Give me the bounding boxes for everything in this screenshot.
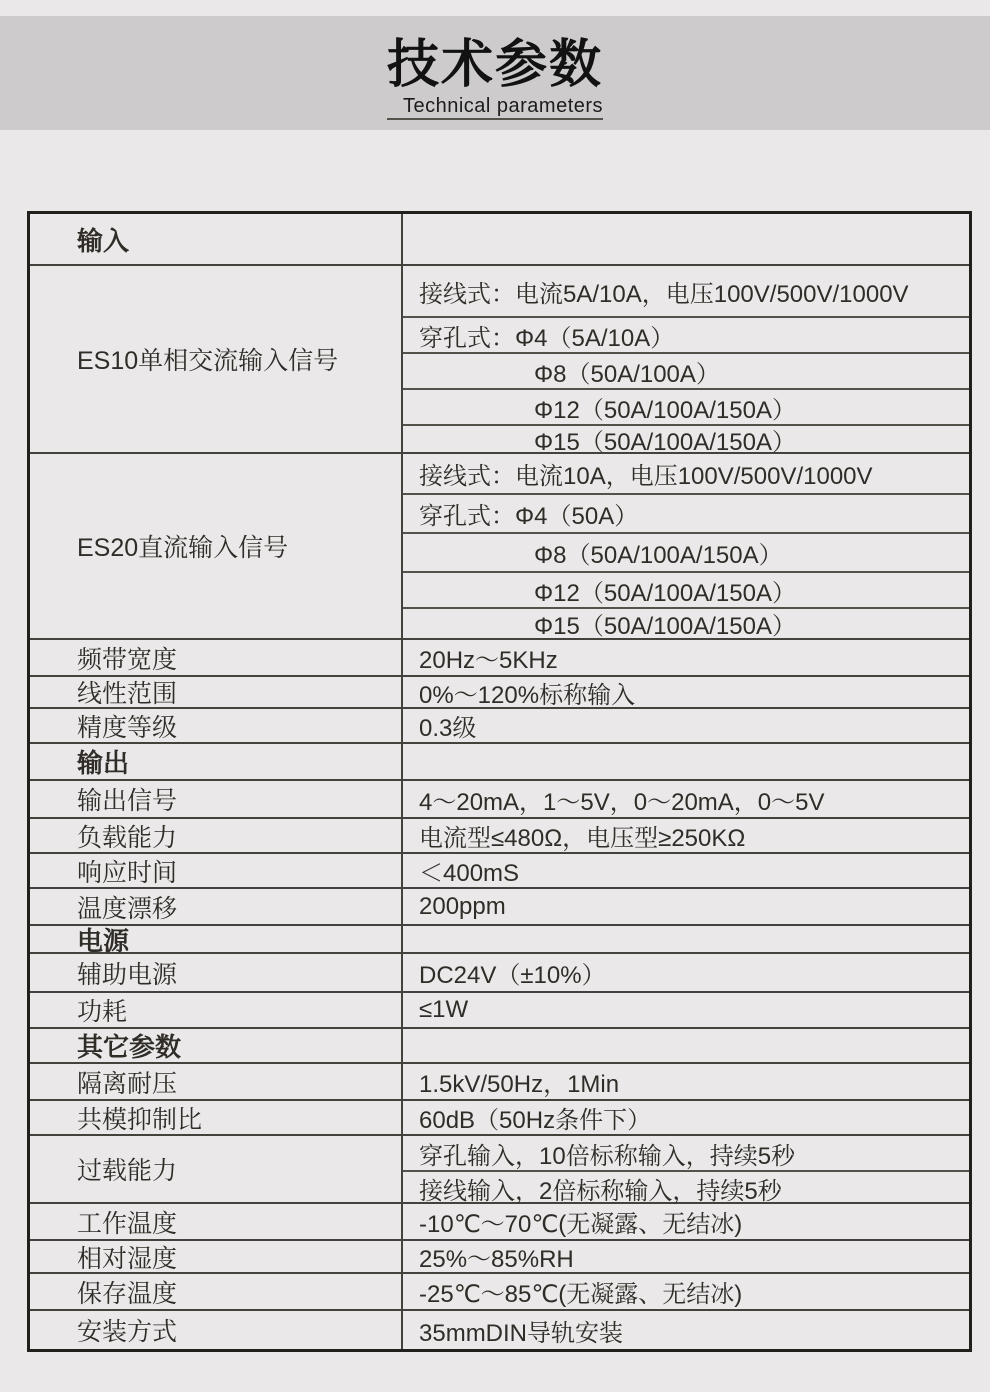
- section-label: [30, 214, 403, 264]
- param-value: 60dB（50Hz条件下）: [419, 1107, 652, 1134]
- param-label: 输出信号: [30, 781, 403, 817]
- param-value: ＜400mS: [419, 860, 520, 887]
- param-value: 1.5kV/50Hz，1Min: [419, 1071, 620, 1098]
- param-label: 保存温度: [30, 1274, 403, 1309]
- section-label-text: 输入: [77, 225, 130, 256]
- row-storage-temp: [30, 1274, 969, 1311]
- row-operating-temp: [30, 1204, 969, 1241]
- page-title: 技术参数: [386, 36, 603, 95]
- param-label: [30, 454, 403, 638]
- param-value: 0.3级: [419, 715, 477, 742]
- param-value: 0%～120%标称输入: [419, 681, 636, 709]
- spec-table: [27, 211, 972, 1352]
- row-output-signal: [30, 781, 969, 819]
- param-label: 隔离耐压: [30, 1064, 403, 1099]
- param-label-text: ES10单相交流输入信号: [77, 347, 339, 375]
- param-value: 电流型≤480Ω，电压型≥250KΩ: [419, 825, 746, 852]
- param-value: 接线式：电流5A/10A，电压100V/500V/1000V: [403, 266, 969, 318]
- param-value-stack: [403, 266, 969, 456]
- param-value: 4～20mA，1～5V，0～20mA，0～5V: [419, 788, 825, 816]
- section-label: 输出: [30, 744, 403, 779]
- param-value: Φ8（50A/100A）: [403, 354, 969, 390]
- param-label: 温度漂移: [30, 889, 403, 924]
- param-value: 35mmDIN导轨安装: [419, 1319, 624, 1347]
- section-value-empty: [403, 1029, 969, 1062]
- param-label: 精度等级: [30, 709, 403, 742]
- param-value: -25℃～85℃(无凝露、无结冰): [419, 1281, 743, 1308]
- param-value: ≤1W: [419, 996, 469, 1023]
- param-value: 穿孔式：Φ4（5A/10A）: [403, 318, 969, 354]
- param-label: 共模抑制比: [30, 1101, 403, 1134]
- row-overload-group: [30, 1136, 969, 1204]
- row-power-section: [30, 926, 969, 954]
- row-cmrr: [30, 1101, 969, 1136]
- row-linearity: [30, 677, 969, 709]
- section-label: 其它参数: [30, 1029, 403, 1062]
- section-value-empty: [403, 744, 969, 779]
- header-banner: [0, 16, 990, 130]
- param-label: 功耗: [30, 993, 403, 1027]
- param-value: 25%～85%RH: [419, 1246, 574, 1273]
- param-value: Φ8（50A/100A/150A）: [403, 534, 969, 573]
- param-value-stack: [403, 1136, 969, 1205]
- param-value: Φ12（50A/100A/150A）: [403, 390, 969, 426]
- row-load-capacity: [30, 819, 969, 854]
- param-label: 负载能力: [30, 819, 403, 852]
- row-es10-group: [30, 266, 969, 454]
- row-temp-drift: [30, 889, 969, 926]
- param-value: -10℃～70℃(无凝露、无结冰): [419, 1211, 743, 1238]
- param-value: 20Hz～5KHz: [419, 647, 558, 674]
- param-label: 工作温度: [30, 1204, 403, 1239]
- row-humidity: [30, 1241, 969, 1274]
- param-label: 过载能力: [30, 1136, 403, 1202]
- param-label: 线性范围: [30, 677, 403, 707]
- param-value: Φ12（50A/100A/150A）: [403, 573, 969, 609]
- section-value-empty: [403, 926, 969, 952]
- param-label-text: ES20直流输入信号: [77, 534, 289, 562]
- param-value-stack: [403, 454, 969, 638]
- param-value: Φ15（50A/100A/150A）: [534, 428, 796, 456]
- param-label: 相对湿度: [30, 1241, 403, 1272]
- row-input-section: [30, 214, 969, 266]
- row-response-time: [30, 854, 969, 889]
- section-label: 电源: [30, 926, 403, 952]
- row-power-consumption: [30, 993, 969, 1029]
- param-label: [30, 266, 403, 452]
- row-bandwidth: [30, 640, 969, 677]
- row-isolation: [30, 1064, 969, 1101]
- row-es20-group: [30, 454, 969, 640]
- page-subtitle: Technical parameters: [387, 95, 603, 120]
- param-label: 响应时间: [30, 854, 403, 887]
- param-value: 接线式：电流10A，电压100V/500V/1000V: [403, 454, 969, 495]
- param-value: DC24V（±10%）: [419, 962, 606, 989]
- row-other-section: [30, 1029, 969, 1064]
- param-value: Φ15（50A/100A/150A）: [534, 613, 796, 640]
- param-value: 穿孔输入，10倍标称输入，持续5秒: [403, 1136, 969, 1172]
- param-label: 辅助电源: [30, 954, 403, 991]
- param-label: 频带宽度: [30, 640, 403, 675]
- param-value: 穿孔式：Φ4（50A）: [403, 495, 969, 533]
- row-aux-power: [30, 954, 969, 993]
- row-output-section: [30, 744, 969, 781]
- row-accuracy: [30, 709, 969, 744]
- param-value: 200ppm: [419, 892, 506, 920]
- section-value-empty: [403, 214, 969, 264]
- row-mounting: [30, 1311, 969, 1349]
- param-value: 接线输入，2倍标称输入，持续5秒: [419, 1177, 782, 1205]
- param-label: 安装方式: [30, 1311, 403, 1349]
